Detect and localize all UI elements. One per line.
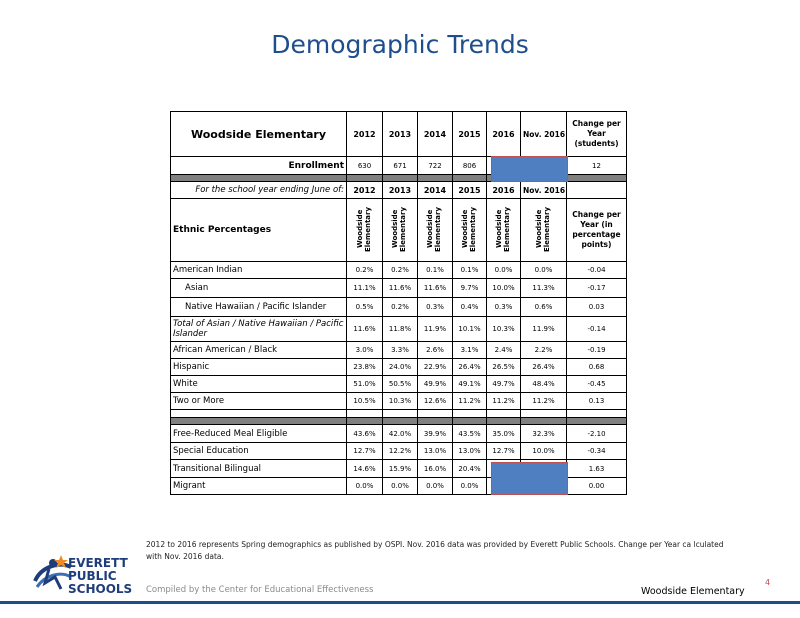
cell-value: 43.6%: [347, 425, 383, 443]
enrollment-2012: 630: [347, 157, 383, 175]
cell-value: 49.9%: [418, 376, 453, 393]
year-2015-subheader: 2015: [453, 182, 487, 199]
redaction-box-bilingual: [491, 462, 568, 495]
cell-value: 2.4%: [487, 342, 521, 359]
cell-change: -0.17: [567, 279, 627, 298]
year-ending-row: [171, 182, 627, 199]
change-pp-header: Change per Year (in percentage points): [567, 199, 627, 262]
page-number: 4: [765, 578, 771, 587]
row-label: Total of Asian / Native Hawaiian / Pacific Islander: [171, 317, 347, 342]
cell-value: 11.3%: [521, 279, 567, 298]
cell-value: 12.6%: [418, 393, 453, 410]
logo-line: SCHOOLS: [68, 582, 133, 596]
cell-value: 0.0%: [487, 262, 521, 279]
cell-value: 15.9%: [383, 460, 418, 478]
school-column-header: Woodside Elementary: [418, 199, 453, 262]
table-row: [171, 376, 627, 393]
cell-value: 0.3%: [487, 298, 521, 317]
cell-value: 14.6%: [347, 460, 383, 478]
cell-change: 1.63: [567, 460, 627, 478]
cell-value: 11.8%: [383, 317, 418, 342]
year-2012-subheader: 2012: [347, 182, 383, 199]
change-students-header: Change per Year (students): [567, 112, 627, 157]
year-2015-header: 2015: [453, 112, 487, 157]
row-label: Hispanic: [171, 359, 347, 376]
school-column-header: Woodside Elementary: [347, 199, 383, 262]
logo-line: EVERETT: [68, 556, 128, 570]
cell-value: 10.0%: [521, 443, 567, 460]
cell-value: 3.0%: [347, 342, 383, 359]
cell-value: 23.8%: [347, 359, 383, 376]
cell-value: 13.0%: [453, 443, 487, 460]
cell-value: 0.4%: [453, 298, 487, 317]
cell-value: 10.0%: [487, 279, 521, 298]
cell-change: -0.34: [567, 443, 627, 460]
cell-value: 10.3%: [383, 393, 418, 410]
cell-value: 0.1%: [418, 262, 453, 279]
cell-value: 0.2%: [383, 298, 418, 317]
cell-value: 26.4%: [453, 359, 487, 376]
cell-value: 0.6%: [521, 298, 567, 317]
cell-value: 0.0%: [453, 478, 487, 495]
enrollment-header-row: [171, 112, 627, 157]
cell-value: 0.0%: [521, 262, 567, 279]
year-2016-header: 2016: [487, 112, 521, 157]
table-row: [171, 425, 627, 443]
redaction-box-enrollment: [491, 156, 568, 182]
compiled-by: Compiled by the Center for Educational Effectiveness: [146, 585, 374, 595]
cell-value: 51.0%: [347, 376, 383, 393]
table-row: [171, 262, 627, 279]
school-column-header: Woodside Elementary: [521, 199, 567, 262]
year-2016-subheader: 2016: [487, 182, 521, 199]
enrollment-2014: 722: [418, 157, 453, 175]
footer-school-name: Woodside Elementary: [641, 586, 745, 597]
year-2013-subheader: 2013: [383, 182, 418, 199]
cell-value: 13.0%: [418, 443, 453, 460]
cell-value: 11.6%: [418, 279, 453, 298]
cell-value: 0.0%: [418, 478, 453, 495]
footer-rule: [0, 601, 800, 604]
table-row: [171, 359, 627, 376]
row-label: American Indian: [171, 262, 347, 279]
footnote: 2012 to 2016 represents Spring demographics as published by OSPI. Nov. 2016 data was provided by Everett Public Schools. Change per Year ca lculated with Nov. 2016 data.: [146, 540, 724, 561]
cell-value: 32.3%: [521, 425, 567, 443]
logo-line: PUBLIC: [68, 569, 117, 583]
cell-value: 10.5%: [347, 393, 383, 410]
year-2014-header: 2014: [418, 112, 453, 157]
school-column-header: Woodside Elementary: [487, 199, 521, 262]
table-row: [171, 443, 627, 460]
cell-value: 11.6%: [347, 317, 383, 342]
cell-value: 12.7%: [487, 443, 521, 460]
cell-change: 0.00: [567, 478, 627, 495]
cell-value: 0.0%: [347, 478, 383, 495]
row-label: Migrant: [171, 478, 347, 495]
cell-value: 22.9%: [418, 359, 453, 376]
cell-value: 11.6%: [383, 279, 418, 298]
blank-cell: [567, 182, 627, 199]
row-label: Special Education: [171, 443, 347, 460]
row-label: African American / Black: [171, 342, 347, 359]
year-2012-header: 2012: [347, 112, 383, 157]
table-row: [171, 342, 627, 359]
table-row: [171, 279, 627, 298]
year-2013-header: 2013: [383, 112, 418, 157]
cell-change: 0.13: [567, 393, 627, 410]
cell-value: 0.5%: [347, 298, 383, 317]
cell-value: 11.9%: [418, 317, 453, 342]
school-column-header: Woodside Elementary: [383, 199, 418, 262]
cell-change: 0.68: [567, 359, 627, 376]
cell-change: -0.04: [567, 262, 627, 279]
cell-value: 16.0%: [418, 460, 453, 478]
cell-value: 0.2%: [347, 262, 383, 279]
year-ending-label: For the school year ending June of:: [171, 182, 347, 199]
row-label: Free-Reduced Meal Eligible: [171, 425, 347, 443]
cell-value: 20.4%: [453, 460, 487, 478]
cell-change: -2.10: [567, 425, 627, 443]
cell-value: 11.2%: [521, 393, 567, 410]
row-label: Asian: [171, 279, 347, 298]
cell-value: 11.9%: [521, 317, 567, 342]
row-label: White: [171, 376, 347, 393]
logo-text: [68, 557, 132, 596]
cell-value: 26.5%: [487, 359, 521, 376]
cell-value: 2.2%: [521, 342, 567, 359]
cell-value: 9.7%: [453, 279, 487, 298]
cell-value: 3.1%: [453, 342, 487, 359]
cell-value: 3.3%: [383, 342, 418, 359]
cell-value: 26.4%: [521, 359, 567, 376]
cell-value: 43.5%: [453, 425, 487, 443]
school-column-header: Woodside Elementary: [453, 199, 487, 262]
cell-value: 0.1%: [453, 262, 487, 279]
cell-value: 12.7%: [347, 443, 383, 460]
cell-value: 12.2%: [383, 443, 418, 460]
cell-change: -0.45: [567, 376, 627, 393]
cell-value: 11.2%: [487, 393, 521, 410]
cell-value: 49.7%: [487, 376, 521, 393]
cell-value: 50.5%: [383, 376, 418, 393]
cell-value: 10.3%: [487, 317, 521, 342]
row-label: Transitional Bilingual: [171, 460, 347, 478]
cell-value: 35.0%: [487, 425, 521, 443]
school-name-header: Woodside Elementary: [171, 112, 347, 157]
ethnic-header-row: [171, 199, 627, 262]
year-nov2016-header: Nov. 2016: [521, 112, 567, 157]
cell-value: 2.6%: [418, 342, 453, 359]
cell-value: 48.4%: [521, 376, 567, 393]
enrollment-2013: 671: [383, 157, 418, 175]
table-row: [171, 317, 627, 342]
cell-value: 49.1%: [453, 376, 487, 393]
cell-value: 0.3%: [418, 298, 453, 317]
cell-change: -0.19: [567, 342, 627, 359]
cell-value: 11.2%: [453, 393, 487, 410]
cell-value: 0.0%: [383, 478, 418, 495]
spacer-row: [171, 410, 627, 418]
year-nov2016-subheader: Nov. 2016: [521, 182, 567, 199]
enrollment-2015: 806: [453, 157, 487, 175]
cell-value: 11.1%: [347, 279, 383, 298]
enrollment-change: 12: [567, 157, 627, 175]
year-2014-subheader: 2014: [418, 182, 453, 199]
cell-value: 24.0%: [383, 359, 418, 376]
ethnic-percentages-label: Ethnic Percentages: [171, 199, 347, 262]
separator-row: [171, 418, 627, 425]
cell-value: 42.0%: [383, 425, 418, 443]
cell-value: 0.2%: [383, 262, 418, 279]
enrollment-label: Enrollment: [171, 157, 347, 175]
table-row: [171, 393, 627, 410]
cell-change: -0.14: [567, 317, 627, 342]
cell-value: 10.1%: [453, 317, 487, 342]
cell-value: 39.9%: [418, 425, 453, 443]
page-title: Demographic Trends: [271, 30, 529, 59]
table-row: [171, 298, 627, 317]
cell-change: 0.03: [567, 298, 627, 317]
row-label: Two or More: [171, 393, 347, 410]
row-label: Native Hawaiian / Pacific Islander: [171, 298, 347, 317]
